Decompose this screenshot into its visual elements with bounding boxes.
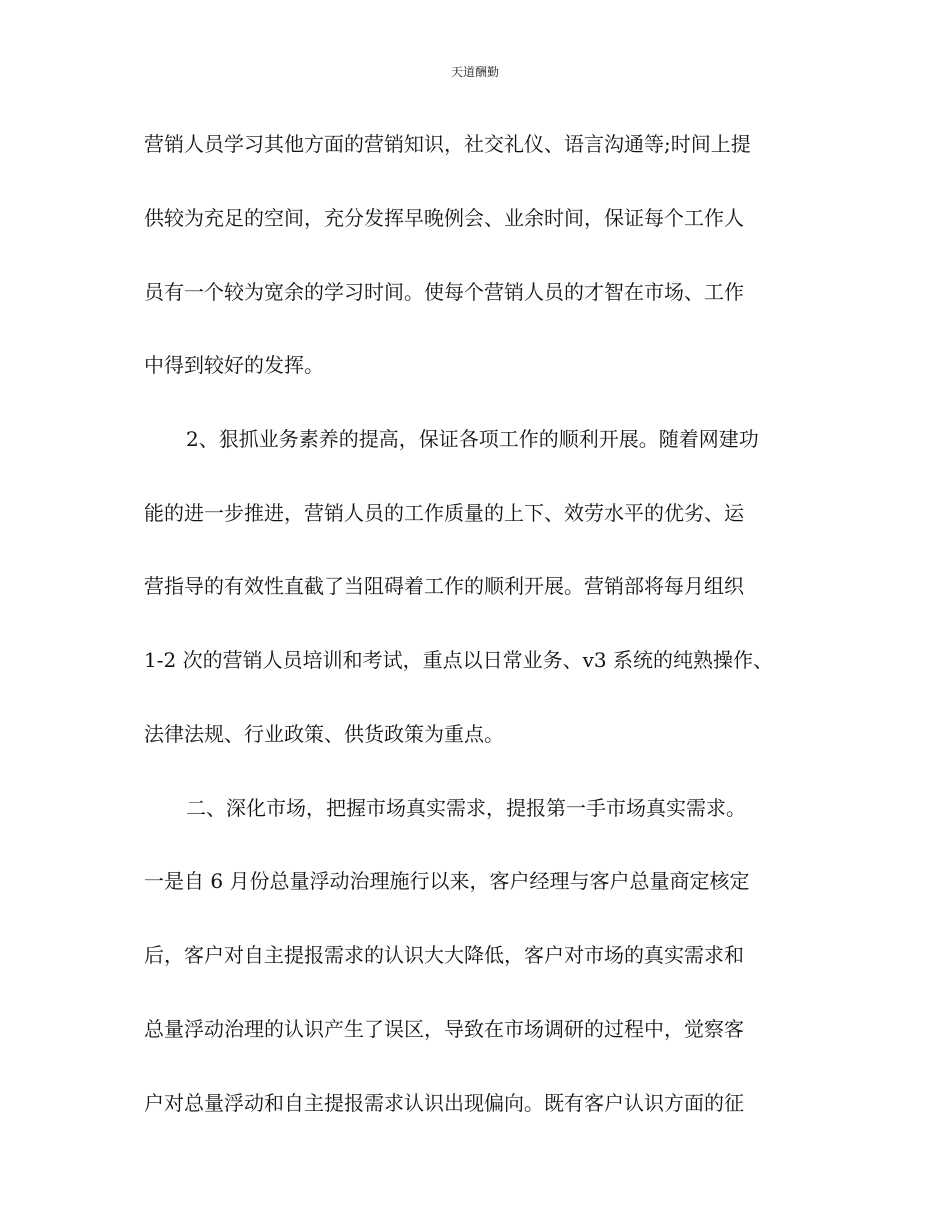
body-line: 1-2 次的营销人员培训和考试，重点以日常业务、v3 系统的纯熟操作、 <box>144 648 773 672</box>
body-line: 供较为充足的空间，充分发挥早晚例会、业余时间，保证每个工作人 <box>144 206 744 230</box>
body-line: 能的进一步推进，营销人员的工作质量的上下、效劳水平的优劣、运 <box>144 501 744 525</box>
body-line: 后，客户对自主提报需求的认识大大降低，客户对市场的真实需求和 <box>144 943 744 967</box>
body-line: 员有一个较为宽余的学习时间。使每个营销人员的才智在市场、工作 <box>144 280 744 304</box>
body-line: 中得到较好的发挥。 <box>144 353 324 377</box>
body-line: 营销人员学习其他方面的营销知识，社交礼仪、语言沟通等;时间上提 <box>144 132 751 156</box>
body-line: 一是自 6 月份总量浮动治理施行以来，客户经理与客户总量商定核定 <box>144 869 750 893</box>
body-line: 户对总量浮动和自主提报需求认识出现偏向。既有客户认识方面的征 <box>144 1091 744 1115</box>
body-line: 营指导的有效性直截了当阻碍着工作的顺利开展。营销部将每月组织 <box>144 574 744 598</box>
body-line: 法律法规、行业政策、供货政策为重点。 <box>144 722 504 746</box>
section-heading-line: 二、深化市场，把握市场真实需求，提报第一手市场真实需求。 <box>186 796 746 820</box>
page-header: 天道酬勤 <box>450 65 499 79</box>
paragraph-start-line: 2、狠抓业务素养的提高，保证各项工作的顺利开展。随着网建功 <box>186 427 759 451</box>
body-line: 总量浮动治理的认识产生了误区，导致在市场调研的过程中，觉察客 <box>144 1017 744 1041</box>
